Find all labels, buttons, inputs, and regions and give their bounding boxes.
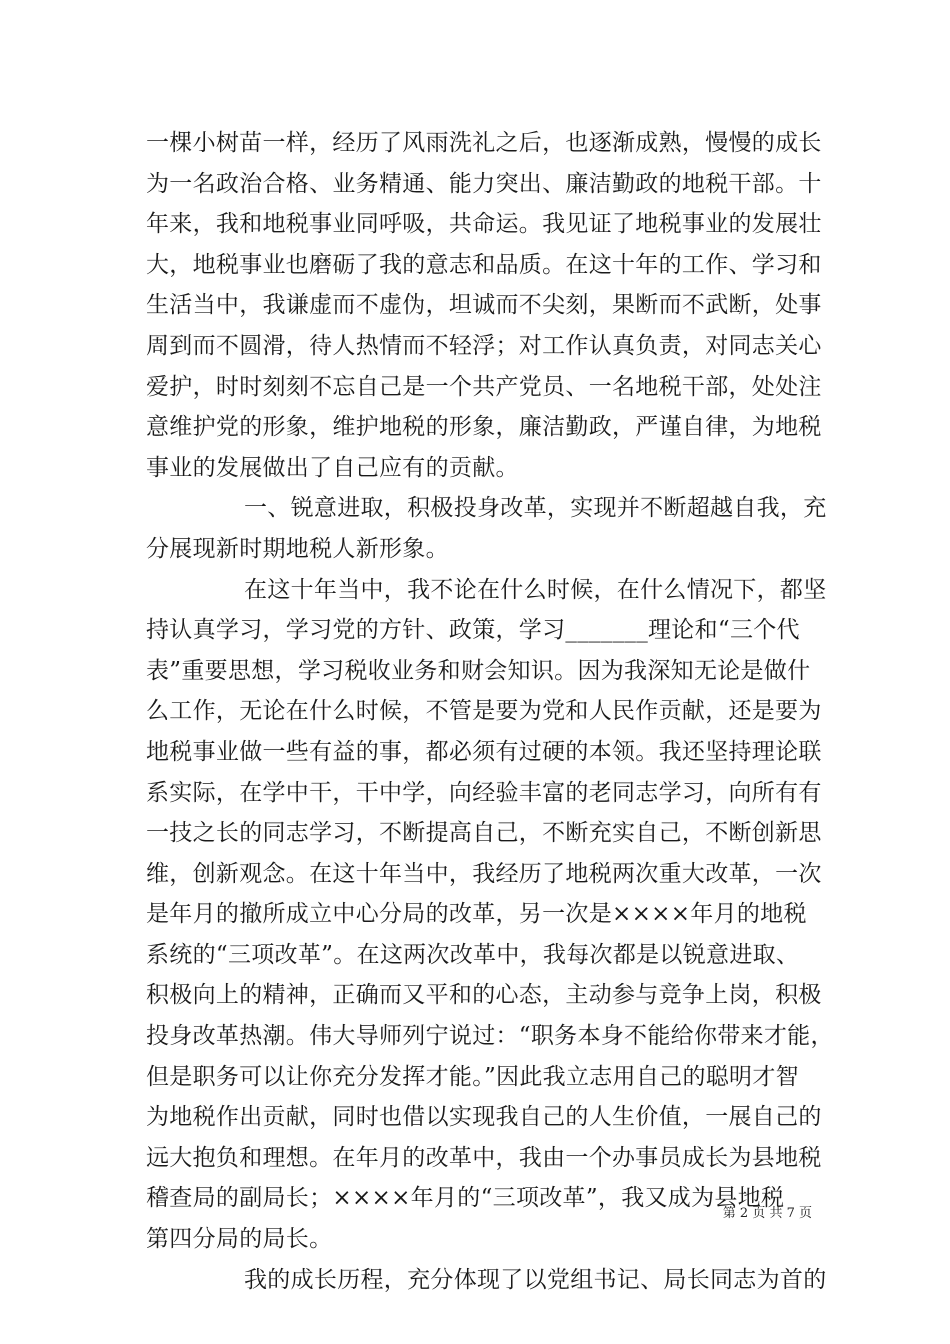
text-line: 爱护，时时刻刻不忘自己是一个共产党员、一名地税干部，处处注 — [146, 373, 822, 400]
text-line: 为地税作出贡献，同时也借以实现我自己的人生价值，一展自己的 — [146, 1104, 822, 1131]
text-line: 积极向上的精神，正确而又平和的心态，主动参与竞争上岗，积极 — [146, 982, 822, 1009]
document-body — [146, 123, 834, 1300]
text-line: 大，地税事业也磨砺了我的意志和品质。在这十年的工作、学习和 — [146, 251, 822, 278]
text-line: 周到而不圆滑，待人热情而不轻浮；对工作认真负责，对同志关心 — [146, 332, 822, 359]
text-line: 表”重要思想，学习税收业务和财会知识。因为我深知无论是做什 — [146, 657, 811, 684]
text-line: 么工作，无论在什么时候，不管是要为党和人民作贡献，还是要为 — [146, 698, 822, 725]
text-line: 远大抱负和理想。在年月的改革中，我由一个办事员成长为县地税 — [146, 1144, 822, 1171]
text-line: 为一名政治合格、业务精通、能力突出、廉洁勤政的地税干部。十 — [146, 170, 822, 197]
text-line: 意维护党的形象，维护地税的形象，廉洁勤政，严谨自律，为地税 — [146, 414, 822, 441]
text-line: 在这十年当中，我不论在什么时候，在什么情况下，都坚 — [244, 576, 827, 603]
text-line: 地税事业做一些有益的事，都必须有过硬的本领。我还坚持理论联 — [146, 738, 822, 765]
text-line: 一技之长的同志学习，不断提高自己，不断充实自己，不断创新思 — [146, 820, 822, 847]
section-heading-line: 一、锐意进取，积极投身改革，实现并不断超越自我，充 — [244, 495, 827, 522]
text-line: 系统的“三项改革”。在这两次改革中，我每次都是以锐意进取、 — [146, 941, 800, 968]
text-line: 投身改革热潮。伟大导师列宁说过：“职务本身不能给你带来才能， — [146, 1023, 834, 1050]
text-line: 系实际，在学中干，干中学，向经验丰富的老同志学习，向所有有 — [146, 779, 822, 806]
text-line: 第四分局的局长。 — [146, 1226, 333, 1253]
text-line: 持认真学习，学习党的方针、政策，学习_______理论和“三个代 — [146, 617, 800, 644]
section-heading-line: 分展现新时期地税人新形象。 — [146, 535, 449, 562]
text-line: 事业的发展做出了自己应有的贡献。 — [146, 454, 519, 481]
text-line: 我的成长历程，充分体现了以党组书记、局长同志为首的 — [244, 1266, 827, 1293]
text-line: 稽查局的副局长；××××年月的“三项改革”，我又成为县地税 — [146, 1185, 785, 1212]
text-line: 年来，我和地税事业同呼吸，共命运。我见证了地税事业的发展壮 — [146, 211, 822, 238]
page-number-footer: 第 2 页 共 7 页 — [722, 1206, 812, 1221]
text-line: 但是职务可以让你充分发挥才能。”因此我立志用自己的聪明才智 — [146, 1063, 799, 1090]
text-line: 生活当中，我谦虚而不虚伪，坦诚而不尖刻，果断而不武断，处事 — [146, 292, 822, 319]
text-line: 是年月的撤所成立中心分局的改革，另一次是××××年月的地税 — [146, 901, 807, 928]
text-line: 维，创新观念。在这十年当中，我经历了地税两次重大改革，一次 — [146, 860, 822, 887]
text-line: 一棵小树苗一样，经历了风雨洗礼之后，也逐渐成熟，慢慢的成长 — [146, 130, 822, 156]
